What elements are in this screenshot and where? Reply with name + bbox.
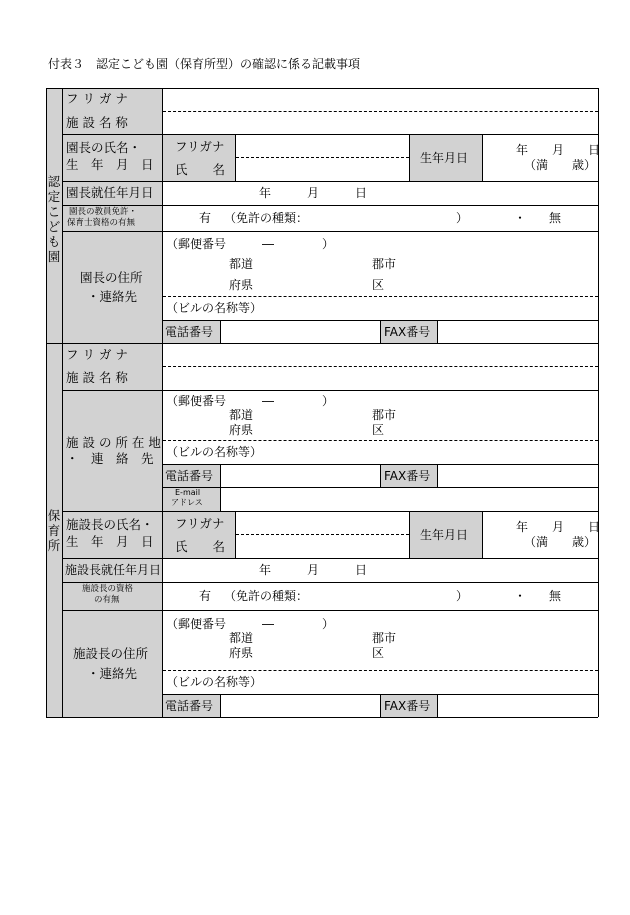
hoiku-fax-field[interactable]	[438, 465, 597, 486]
birth-age: （満 歳）	[524, 158, 597, 172]
label-furigana: フ リ ガ ナ	[66, 91, 128, 106]
group-char: 保	[47, 508, 61, 523]
label-birthdate: 生年月日	[420, 151, 469, 165]
ku: 区	[372, 423, 385, 437]
label-phone: 電話番号	[165, 699, 214, 713]
label-email: E-mail	[175, 488, 201, 497]
label-furigana-small: フリガナ	[175, 139, 225, 154]
nintei-fax-field[interactable]	[438, 321, 597, 342]
label-furigana-small: フリガナ	[175, 516, 225, 531]
label-director-name: 施設長の氏名・	[66, 517, 154, 532]
todo: 都道	[229, 257, 254, 271]
birth-age: （満 歳）	[524, 535, 597, 549]
license-no: 無	[549, 211, 562, 225]
label-license-1: 施設長の資格	[82, 584, 134, 594]
postal-code: （郵便番号 ― ）	[166, 394, 335, 408]
ku: 区	[372, 278, 385, 292]
label-fax: FAX番号	[384, 699, 431, 713]
label-contact: ・連絡先	[87, 289, 138, 304]
label-location: 施 設 の 所 在 地	[66, 435, 161, 450]
label-director-birth: 生 年 月 日	[66, 157, 154, 172]
nintei-director-furigana-field[interactable]	[236, 135, 408, 156]
label-license-2: の有無	[94, 595, 120, 605]
fuken: 府県	[229, 423, 254, 437]
group-char: も	[47, 234, 61, 249]
nintei-director-name-field[interactable]	[236, 158, 408, 180]
label-fax: FAX番号	[384, 469, 431, 483]
group-char: こ	[47, 204, 61, 219]
label-phone: 電話番号	[165, 469, 214, 483]
license-type: （免許の種類：	[224, 211, 309, 225]
label-director-name: 園長の氏名・	[66, 140, 142, 155]
todo: 都道	[229, 408, 254, 422]
fuken: 府県	[229, 278, 254, 292]
hoiku-director-name-field[interactable]	[236, 535, 408, 557]
appointment-date-value: 年 月 日	[259, 186, 368, 200]
label-birthdate: 生年月日	[420, 528, 469, 542]
birth-ymd: 年 月 日	[516, 520, 601, 534]
label-facility-name: 施 設 名 称	[66, 370, 128, 385]
label-phone: 電話番号	[165, 325, 214, 339]
group-char: 定	[47, 189, 61, 204]
license-dot: ・	[514, 211, 527, 225]
nintei-facility-name-field[interactable]	[163, 112, 597, 133]
label-location-contact: ・ 連 絡 先	[66, 451, 154, 466]
hoiku-facility-name-field[interactable]	[163, 367, 597, 389]
label-facility-name: 施 設 名 称	[66, 115, 128, 130]
label-furigana: フ リ ガ ナ	[66, 347, 128, 362]
hoiku-email-field[interactable]	[221, 488, 597, 510]
hoiku-phone-field[interactable]	[221, 465, 379, 486]
label-appointment-date: 施設長就任年月日	[65, 563, 162, 577]
hoiku-director-furigana-field[interactable]	[236, 512, 408, 533]
label-appointment-date: 園長就任年月日	[66, 185, 154, 200]
hoiku-furigana-field[interactable]	[163, 344, 597, 365]
group-char: 認	[47, 174, 61, 189]
license-close: ）	[456, 211, 469, 225]
nintei-furigana-field[interactable]	[163, 89, 597, 110]
fuken: 府県	[229, 646, 254, 660]
hoiku-director-phone-field[interactable]	[221, 695, 379, 716]
license-yes: 有	[199, 211, 212, 225]
group-char: 所	[47, 538, 61, 553]
gunshi: 郡市	[372, 408, 397, 422]
hoiku-director-fax-field[interactable]	[438, 695, 597, 716]
label-license-1: 園長の教員免許・	[69, 207, 138, 217]
gunshi: 郡市	[372, 631, 397, 645]
license-type: （免許の種類：	[224, 589, 309, 603]
todo: 都道	[229, 631, 254, 645]
license-dot: ・	[514, 589, 527, 603]
label-name-small: 氏 名	[175, 539, 226, 554]
building-name: （ビルの名称等）	[166, 445, 263, 459]
building-name: （ビルの名称等）	[166, 301, 263, 315]
label-fax: FAX番号	[384, 325, 431, 339]
group-char: ど	[47, 219, 61, 234]
gunshi: 郡市	[372, 257, 397, 271]
label-license-2: 保育士資格の有無	[67, 218, 136, 228]
license-no: 無	[549, 589, 562, 603]
label-name-small: 氏 名	[175, 162, 226, 177]
label-address: 施設長の住所	[73, 646, 149, 661]
nintei-phone-field[interactable]	[221, 321, 379, 342]
ku: 区	[372, 646, 385, 660]
birth-ymd: 年 月 日	[516, 143, 601, 157]
postal-code: （郵便番号 ― ）	[166, 617, 335, 631]
building-name: （ビルの名称等）	[166, 675, 263, 689]
label-address: 園長の住所	[80, 270, 143, 285]
document-title: 付表３ 認定こども園（保育所型）の確認に係る記載事項	[48, 57, 361, 71]
label-email-address: アドレス	[171, 498, 203, 507]
group-char: 育	[47, 523, 61, 538]
license-close: ）	[456, 589, 469, 603]
group-char: 園	[47, 249, 61, 264]
license-yes: 有	[199, 589, 212, 603]
label-director-birth: 生 年 月 日	[66, 534, 154, 549]
appointment-date-value: 年 月 日	[259, 563, 368, 577]
label-contact: ・連絡先	[87, 666, 138, 681]
postal-code: （郵便番号 ― ）	[166, 237, 335, 251]
